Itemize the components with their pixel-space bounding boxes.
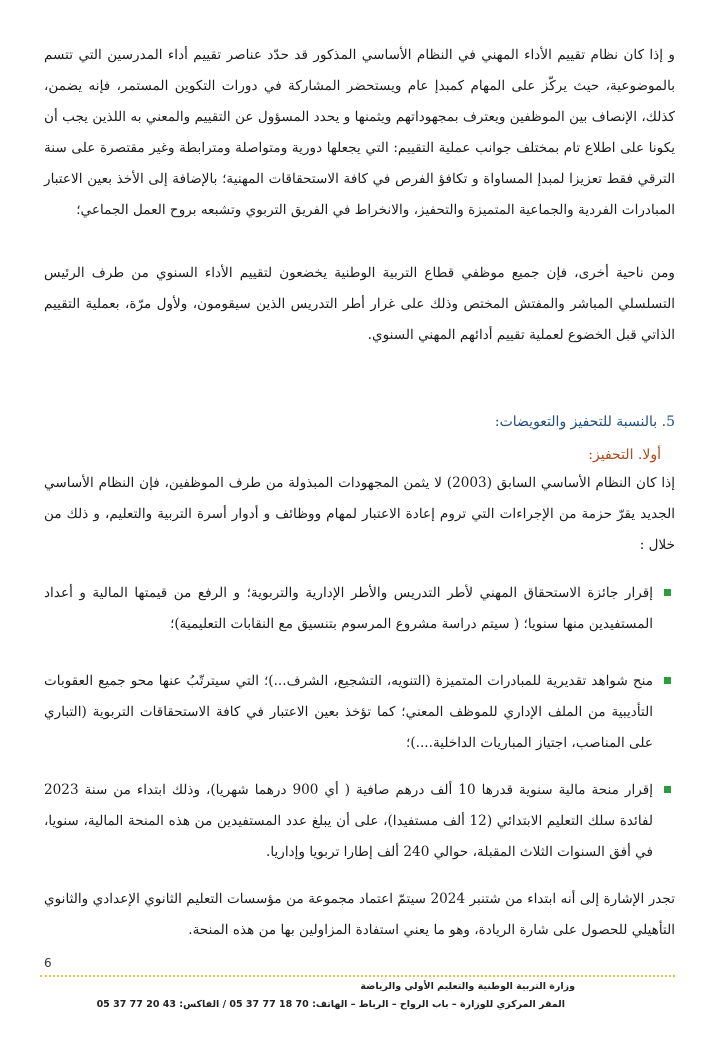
square-bullet-icon <box>664 589 671 596</box>
list-item-text: إقرار جائزة الاستحقاق المهني لأطر التدريس والأطر الإدارية والتربوية؛ و الرفع من قيمتها المالية و أعداد المستفيدين منها سنويا؛ ( سيتم دراسة مشروع المرسوم بتنسيق مع النقابات التعليمية)؛ <box>44 585 653 632</box>
footer-address: المقر المركزي للوزارة – باب الرواح – الرباط – الهاتف: 70 18 77 37 05 / الفاكس: 43 20 77 37 05 <box>96 999 565 1010</box>
paragraph-new-statute: إذا كان النظام الأساسي السابق (2003) لا يثمن المجهودات المبذولة من طرف الموظفين، فإن النظام الأساسي الجديد يقرّ حزمة من الإجراءات التي تروم إعادة الاعتبار لمهام ووظائف و أدوار أسرة التربية والتعليم، و ذلك من خلال : <box>44 475 675 553</box>
paragraph-annual-evaluation: ومن ناحية أخرى، فإن جميع موظفي قطاع التربية الوطنية يخضعون لتقييم الأداء السنوي من طرف الرئيس التسلسلي المباشر والمفتش المختص وذلك على غرار أطر التدريس الذين سيقومون، ولأول مرّة، بعملية التقييم الذاتي قبل الخضوع لعملية تقييم أدائهم المهني السنوي. <box>44 265 675 343</box>
measures-list <box>44 578 675 868</box>
section-heading-incentives: 5. بالنسبة للتحفيز والتعويضات: <box>494 414 675 430</box>
footer-divider <box>40 975 675 977</box>
list-item-text: إقرار منحة مالية سنوية قدرها 10 ألف درهم صافية ( أي 900 درهما شهريا)، وذلك ابتداء من سنة 2023 لفائدة سلك التعليم الابتدائي (12 ألف مستفيدا)، على أن يبلغ عدد المستفيدين من هذه المنحة المالية، سنويا، في أفق السنوات الثلاث المقبلة، حوالي 240 ألف إطارا تربويا وإداريا. <box>44 782 654 860</box>
list-item-text: منح شواهد تقديرية للمبادرات المتميزة (التنويه، التشجيع، الشرف...)؛ التي سيترتّبُ عنها محو جميع العقوبات التأديبية من الملف الإداري للموظف المعني؛ كما تؤخذ بعين الاعتبار في كافة الاستحقاقات التربوية (التباري على المناصب، اجتياز المباريات الداخلية....)؛ <box>44 673 653 751</box>
page-number: 6 <box>44 956 52 970</box>
paragraph-evaluation-system: و إذا كان نظام تقييم الأداء المهني في النظام الأساسي المذكور قد حدّد عناصر تقييم أداء المدرسين التي تتسم بالموضوعية، حيث يركّز على المهام كمبدإ عام ويستحضر المشاركة في دورات التكوين المستمر، فإنه يضمن، كذلك، الإنصاف بين الموظفين ويعترف بمجهوداتهم ويثمنها و يحدد المسؤول عن التقييم والمعني به اللذين يجب أن يكونا على اطلاع تام بمختلف جوانب عملية التقييم: التي يجعلها دورية ومتواصلة ومترابطة وغير مقتصرة على سنة الترقي فقط تعزيزا لمبدإ المساواة و تكافؤ الفرص في كافة الاستحقاقات المهنية؛ بالإضافة إلى الأخذ بعين الاعتبار المبادرات الفردية والجماعية المتميزة والتحفيز، والانخراط في الفريق التربوي وتشبعه بروح العمل الجماعي؛ <box>44 47 675 218</box>
subheading-motivation: أولا. التحفيز: <box>588 447 661 463</box>
square-bullet-icon <box>664 786 671 793</box>
list-item <box>44 775 653 868</box>
list-item <box>44 666 653 759</box>
page-content <box>44 40 675 946</box>
paragraph-riyada-badge: تجدر الإشارة إلى أنه ابتداء من شتنبر 2024 سيتمّ اعتماد مجموعة من مؤسسات التعليم الثانوي الإعدادي والثانوي التأهيلي للحصول على شارة الريادة، وهو ما يعني استفادة المزاولين بها من هذه المنحة. <box>44 891 675 938</box>
list-item <box>44 578 653 650</box>
square-bullet-icon <box>664 677 671 684</box>
footer-ministry-name: وزارة التربية الوطنية والتعليم الأولي والرياضة <box>360 981 575 992</box>
